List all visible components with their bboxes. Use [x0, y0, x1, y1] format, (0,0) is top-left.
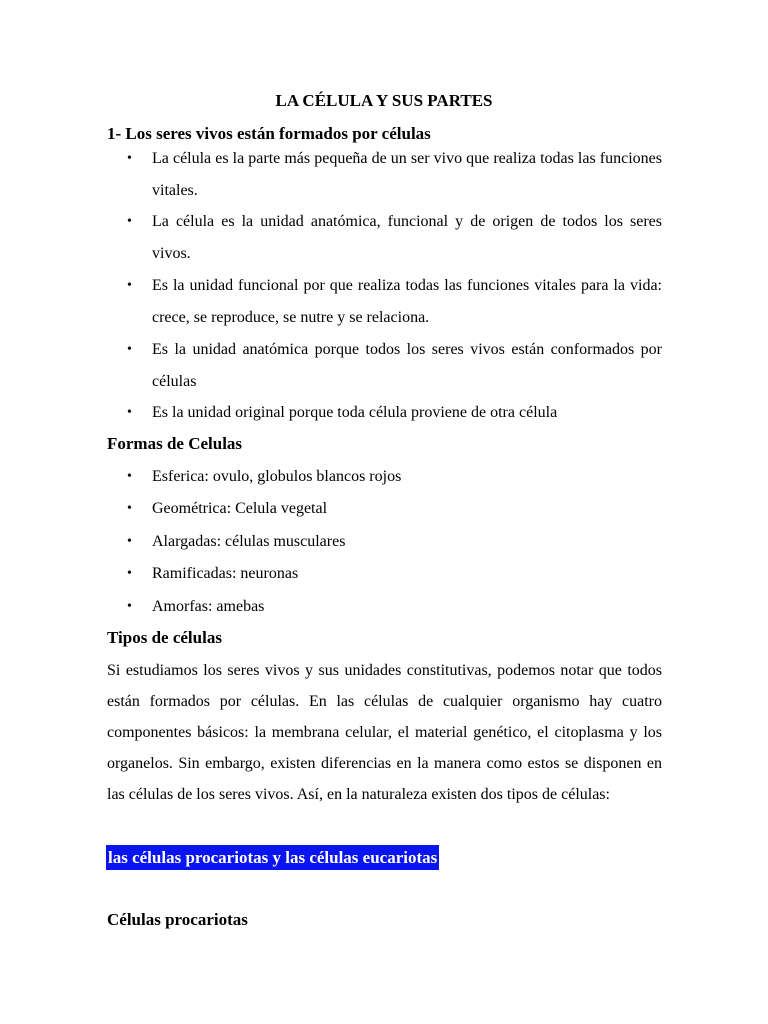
list-item: • Esferica: ovulo, globulos blancos rojos: [130, 461, 662, 493]
list-item: • Es la unidad original porque toda célula proviene de otra célula: [130, 397, 662, 429]
bullet-icon: •: [127, 151, 132, 166]
list-item: • Es la unidad anatómica porque todos los seres vivos están conformados por células: [130, 334, 662, 398]
section-heading-seres-vivos: 1- Los seres vivos están formados por células: [107, 124, 431, 143]
list-item: • Es la unidad funcional por que realiza todas las funciones vitales para la vida: crece, se reproduce, se nutre y se relaciona.: [130, 270, 662, 334]
bullet-icon: •: [127, 405, 132, 420]
bullet-icon: •: [127, 566, 132, 581]
bullet-icon: •: [127, 599, 132, 614]
list-item: • La célula es la parte más pequeña de un ser vivo que realiza todas las funciones vitales.: [130, 143, 662, 207]
section-heading-tipos: Tipos de células: [107, 628, 222, 647]
list-item: • Alargadas: células musculares: [130, 526, 662, 558]
highlighted-text: las células procariotas y las células eucariotas: [106, 845, 439, 870]
bullet-icon: •: [127, 501, 132, 516]
list-item: • Ramificadas: neuronas: [130, 558, 662, 590]
list-item: • La célula es la unidad anatómica, funcional y de origen de todos los seres vivos.: [130, 206, 662, 270]
list-item: • Amorfas: amebas: [130, 591, 662, 623]
bullet-icon: •: [127, 469, 132, 484]
tipos-paragraph: Si estudiamos los seres vivos y sus unidades constitutivas, podemos notar que todos están formados por células. En las células de cualquier organismo hay cuatro componentes básicos: la membrana celular, el material genético, el citoplasma y los organelos. Sin embargo, existen diferencias en la manera como estos se disponen en las células de los seres vivos. Así, en la naturaleza existen dos tipos de células:: [107, 662, 662, 803]
section-heading-procariotas: Células procariotas: [107, 910, 248, 929]
section-heading-formas: Formas de Celulas: [107, 434, 243, 453]
bullet-icon: •: [127, 278, 132, 293]
document-title: LA CÉLULA Y SUS PARTES: [275, 91, 493, 110]
bullet-icon: •: [127, 342, 132, 357]
bullet-icon: •: [127, 214, 132, 229]
bullet-icon: •: [127, 534, 132, 549]
list-item: • Geométrica: Celula vegetal: [130, 493, 662, 525]
